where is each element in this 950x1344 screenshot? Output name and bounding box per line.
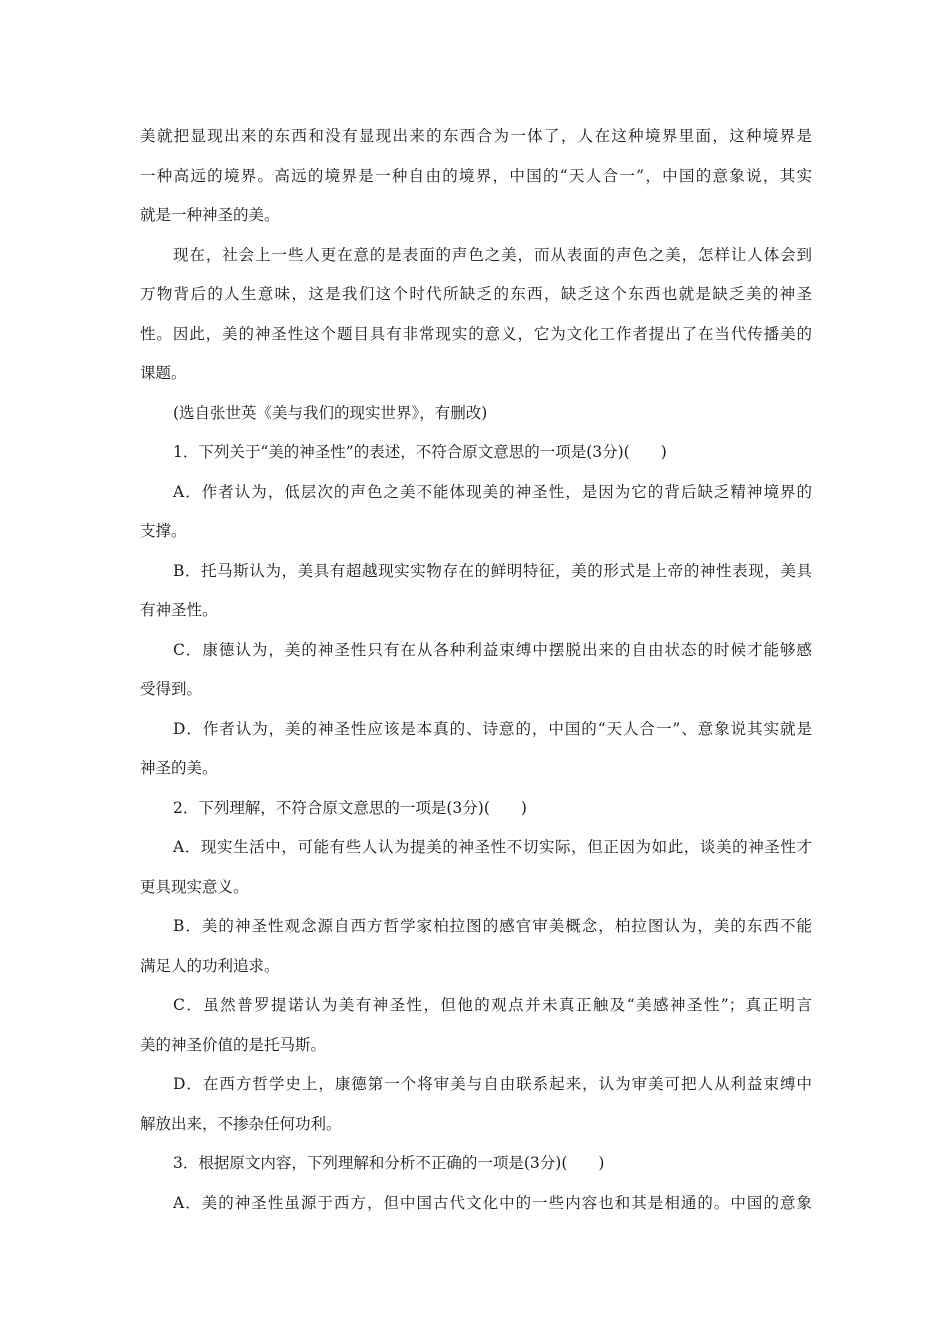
q1-option-a-line-2: 支撑。 [140,522,187,540]
source-citation: (选自张世英《美与我们的现实世界》，有删改) [173,403,488,422]
q1-option-c-line-2: 受得到。 [140,680,203,698]
q2-option-c-line-1: C．虽然普罗提诺认为美有神圣性，但他的观点并未真正触及“美感神圣性”；真正明言 [173,996,812,1014]
q2-option-c-line-2: 美的神圣价值的是托马斯。 [140,1035,327,1054]
document-page [140,117,812,1223]
q1-option-a-line-1: A．作者认为，低层次的声色之美不能体现美的神圣性，是因为它的背后缺乏精神境界的 [173,482,812,501]
q2-option-a-line-2: 更具现实意义。 [140,877,249,896]
body-line-6: 性。因此，美的神圣性这个题目具有非常现实的意义，它为文化工作者提出了在当代传播美的 [140,324,812,343]
q2-option-b-line-2: 满足人的功利追求。 [140,956,280,975]
q1-option-c-line-1: C．康德认为，美的神圣性只有在从各种利益束缚中摆脱出来的自由状态的时候才能够感 [173,640,812,659]
body-line-1: 美就把显现出来的东西和没有显现出来的东西合为一体了，人在这种境界里面，这种境界是 [140,127,812,145]
q1-option-b-line-1: B．托马斯认为，美具有超越现实实物存在的鲜明特征，美的形式是上帝的神性表现，美具 [173,561,812,580]
q3-option-a-line-1: A．美的神圣性虽源于西方，但中国古代文化中的一些内容也和其是相通的。中国的意象 [173,1193,812,1212]
body-line-4: 现在，社会上一些人更在意的是表面的声色之美，而从表面的声色之美，怎样让人体会到 [173,245,812,264]
q2-option-d-line-2: 解放出来，不掺杂任何功利。 [140,1114,342,1133]
q1-option-d-line-1: D．作者认为，美的神圣性应该是本真的、诗意的，中国的“天人合一”、意象说其实就是 [173,719,812,738]
body-line-5: 万物背后的人生意味，这是我们这个时代所缺乏的东西，缺乏这个东西也就是缺乏美的神圣 [140,285,812,303]
q2-option-b-line-1: B．美的神圣性观念源自西方哲学家柏拉图的感官审美概念，柏拉图认为，美的东西不能 [173,917,812,935]
question-1: 1．下列关于“美的神圣性”的表述，不符合原文意思的一项是(3分)( ) [173,443,667,461]
question-2: 2．下列理解，不符合原文意思的一项是(3分)( ) [173,798,527,817]
body-line-3: 就是一种神圣的美。 [140,206,280,224]
question-3: 3．根据原文内容，下列理解和分析不正确的一项是(3分)( ) [173,1154,605,1172]
q1-option-b-line-2: 有神圣性。 [140,601,218,619]
q1-option-d-line-2: 神圣的美。 [140,759,218,777]
q2-option-a-line-1: A．现实生活中，可能有些人认为提美的神圣性不切实际，但正因为如此，谈美的神圣性才 [173,838,812,856]
body-line-2: 一种高远的境界。高远的境界是一种自由的境界，中国的“天人合一”，中国的意象说，其实 [140,166,812,185]
q2-option-d-line-1: D．在西方哲学史上，康德第一个将审美与自由联系起来，认为审美可把人从利益束缚中 [173,1075,812,1093]
body-line-7: 课题。 [140,364,187,382]
